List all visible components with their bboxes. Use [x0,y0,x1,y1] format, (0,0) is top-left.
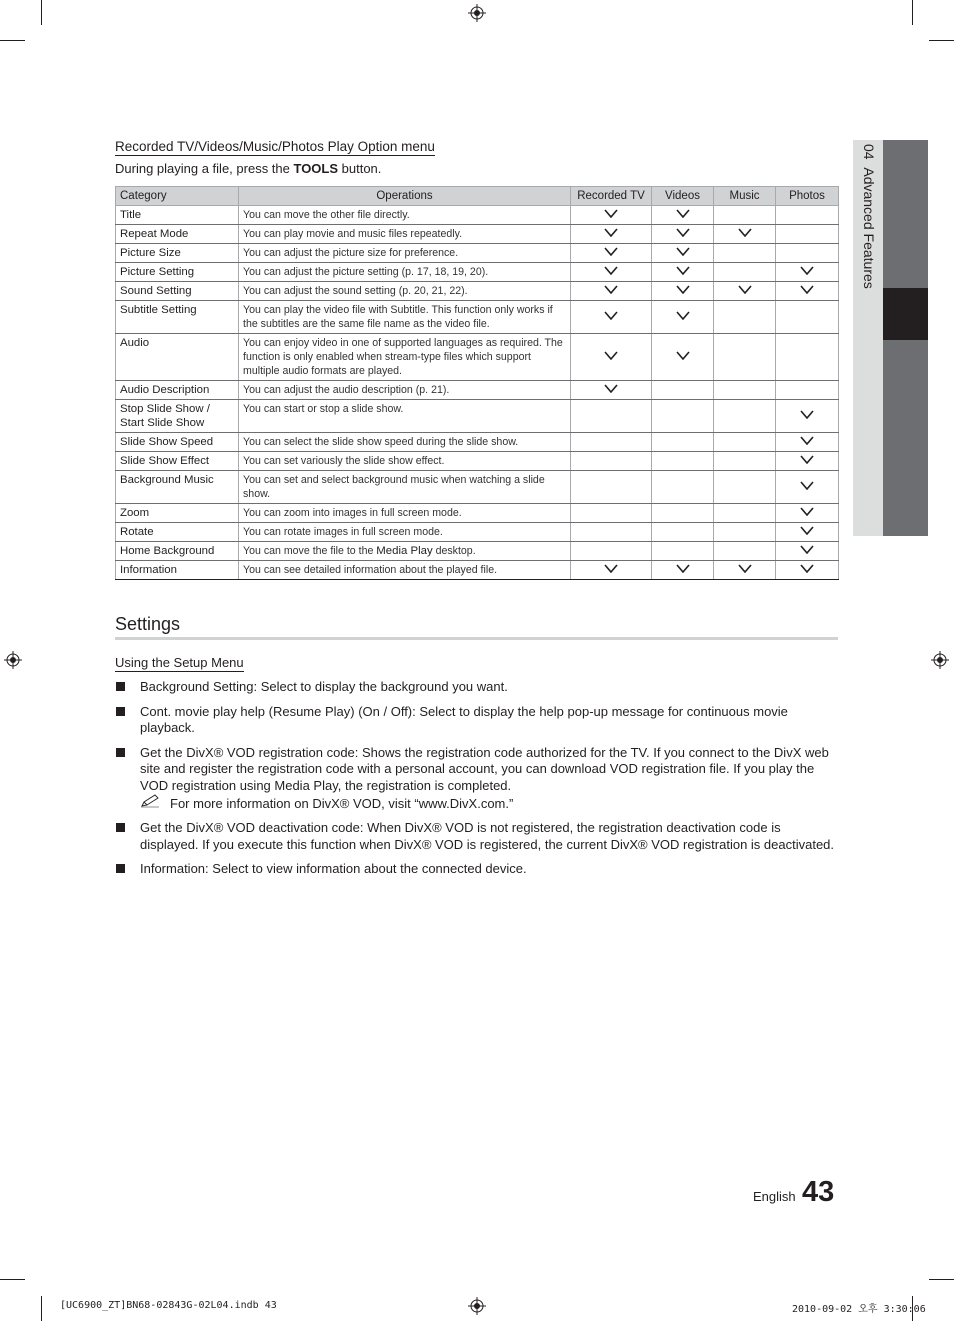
check-icon [676,247,690,256]
cell-recorded-tv [571,263,652,282]
check-icon [676,209,690,218]
table-row [116,282,839,301]
cell-recorded-tv [571,244,652,263]
cell-music [714,301,776,334]
table-row [116,206,839,225]
cell-music [714,400,776,433]
row-operation-description: You can set variously the slide show effect. [239,452,571,471]
cell-recorded-tv [571,433,652,452]
cell-music [714,452,776,471]
cell-videos [652,263,714,282]
header-videos: Videos [652,187,714,206]
crop-mark [41,1296,42,1321]
cell-recorded-tv [571,301,652,334]
check-icon [676,564,690,573]
play-option-table [115,186,839,580]
check-icon [604,285,618,294]
header-recorded-tv: Recorded TV [571,187,652,206]
cell-videos [652,504,714,523]
crop-mark [929,40,954,41]
cell-videos [652,206,714,225]
cell-photos [776,301,839,334]
bullet-square-icon [116,748,125,757]
cell-recorded-tv [571,206,652,225]
cell-music [714,381,776,400]
row-category: Audio Description [116,381,239,400]
row-operation-description: You can zoom into images in full screen mode. [239,504,571,523]
cell-photos [776,504,839,523]
row-category: Title [116,206,239,225]
check-icon [604,351,618,360]
check-icon [676,266,690,275]
table-row [116,452,839,471]
row-operation-description: You can see detailed information about the played file. [239,561,571,580]
cell-recorded-tv [571,225,652,244]
row-operation-description: You can move the other file directly. [239,206,571,225]
check-icon [738,228,752,237]
row-operation-description: You can adjust the sound setting (p. 20, 21, 22). [239,282,571,301]
row-category: Home Background [116,542,239,561]
table-row [116,225,839,244]
note: For more information on DivX® VOD, visit “www.DivX.com.” [115,796,838,812]
row-category: Slide Show Effect [116,452,239,471]
check-icon [800,507,814,516]
cell-videos [652,523,714,542]
cell-recorded-tv [571,452,652,471]
registration-mark-icon [931,651,949,669]
row-category: Stop Slide Show / Start Slide Show [116,400,239,433]
cell-music [714,561,776,580]
cell-recorded-tv [571,400,652,433]
cell-videos [652,400,714,433]
list-item: Background Setting: Select to display the background you want. [115,679,838,696]
cell-photos [776,225,839,244]
check-icon [800,285,814,294]
row-category: Picture Size [116,244,239,263]
table-row [116,263,839,282]
cell-videos [652,282,714,301]
cell-photos [776,400,839,433]
cell-music [714,263,776,282]
list-item: Cont. movie play help (Resume Play) (On / Off): Select to display the help pop-up message for continuous movie playback. [115,704,838,737]
chapter-side-tab [853,140,928,536]
cell-music [714,471,776,504]
header-category: Category [116,187,239,206]
table-row [116,400,839,433]
check-icon [604,564,618,573]
row-category: Background Music [116,471,239,504]
row-operation-description: You can start or stop a slide show. [239,400,571,433]
header-music: Music [714,187,776,206]
row-operation-description: You can enjoy video in one of supported languages as required. The function is only enabled when stream-type files which support multiple audio formats are played. [239,334,571,381]
check-icon [738,564,752,573]
cell-videos [652,334,714,381]
registration-mark-icon [468,4,486,22]
cell-music [714,206,776,225]
cell-music [714,225,776,244]
row-category: Audio [116,334,239,381]
cell-videos [652,381,714,400]
setup-menu-subheading: Using the Setup Menu [115,655,244,670]
cell-recorded-tv [571,504,652,523]
bullet-square-icon [116,707,125,716]
chapter-name: Advanced Features [861,167,877,289]
table-row [116,542,839,561]
check-icon [738,285,752,294]
row-operation-description: You can select the slide show speed during the slide show. [239,433,571,452]
table-row [116,561,839,580]
cell-videos [652,225,714,244]
row-operation-description: You can move the file to the Media Play desktop. [239,542,571,561]
crop-mark [0,1279,25,1280]
cell-videos [652,433,714,452]
crop-mark [929,1279,954,1280]
check-icon [604,266,618,275]
cell-music [714,504,776,523]
cell-photos [776,282,839,301]
row-category: Information [116,561,239,580]
intro-text: During playing a file, press the TOOLS button. [115,161,382,176]
cell-recorded-tv [571,561,652,580]
table-row [116,504,839,523]
check-icon [604,311,618,320]
table-header-row [116,187,839,206]
crop-mark [912,0,913,25]
cell-recorded-tv [571,334,652,381]
check-icon [676,311,690,320]
cell-music [714,244,776,263]
cell-videos [652,542,714,561]
row-operation-description: You can adjust the picture size for preference. [239,244,571,263]
cell-music [714,433,776,452]
table-row [116,301,839,334]
registration-mark-icon [468,1297,486,1315]
check-icon [800,545,814,554]
row-category: Sound Setting [116,282,239,301]
row-operation-description: You can adjust the audio description (p. 21). [239,381,571,400]
check-icon [604,247,618,256]
cell-photos [776,452,839,471]
cell-photos [776,381,839,400]
check-icon [604,384,618,393]
settings-list [115,679,838,886]
cell-recorded-tv [571,542,652,561]
check-icon [676,351,690,360]
cell-music [714,542,776,561]
cell-recorded-tv [571,282,652,301]
cell-videos [652,452,714,471]
registration-mark-icon [4,651,22,669]
cell-photos [776,542,839,561]
table-row [116,433,839,452]
row-category: Slide Show Speed [116,433,239,452]
settings-heading: Settings [115,614,838,640]
check-icon [800,526,814,535]
cell-videos [652,561,714,580]
section-title: Recorded TV/Videos/Music/Photos Play Option menu [115,139,435,154]
side-tab-label [861,144,877,289]
cell-videos [652,244,714,263]
cell-recorded-tv [571,523,652,542]
crop-mark [41,0,42,25]
row-operation-description: You can play the video file with Subtitle. This function only works if the subtitles are the same file name as the video file. [239,301,571,334]
bullet-square-icon [116,682,125,691]
check-icon [676,285,690,294]
bullet-square-icon [116,823,125,832]
table-row [116,471,839,504]
cell-photos [776,523,839,542]
tools-key: TOOLS [293,161,339,176]
page-number: 43 [802,1176,835,1208]
check-icon [800,564,814,573]
check-icon [800,481,814,490]
cell-recorded-tv [571,471,652,504]
check-icon [604,209,618,218]
table-row [116,381,839,400]
cell-videos [652,471,714,504]
header-operations: Operations [239,187,571,206]
cell-photos [776,433,839,452]
row-category: Picture Setting [116,263,239,282]
row-category: Zoom [116,504,239,523]
footer-language: English [753,1189,796,1204]
cell-music [714,334,776,381]
list-item: Get the DivX® VOD deactivation code: When DivX® VOD is not registered, the registration deactivation code is displayed. If you execute this function when DivX® VOD is registered, the current DivX® VOD registration is deactivated. [115,820,838,853]
print-slug-file: [UC6900_ZT]BN68-02843G-02L04.indb 43 [60,1300,277,1311]
check-icon [800,455,814,464]
check-icon [604,228,618,237]
row-category: Rotate [116,523,239,542]
cell-photos [776,206,839,225]
table-row [116,244,839,263]
row-category: Subtitle Setting [116,301,239,334]
side-tab-active-marker [883,288,928,340]
list-item: Get the DivX® VOD registration code: Shows the registration code authorized for the TV. If you connect to the DivX web site and register the registration code with a personal account, you can download VOD registration file. If you play the VOD registration using Media Play, the registration is completed. [115,745,838,795]
row-operation-description: You can set and select background music when watching a slide show. [239,471,571,504]
cell-music [714,523,776,542]
header-photos: Photos [776,187,839,206]
list-item: Information: Select to view information about the connected device. [115,861,838,878]
cell-music [714,282,776,301]
cell-videos [652,301,714,334]
row-operation-description: You can play movie and music files repeatedly. [239,225,571,244]
cell-photos [776,244,839,263]
check-icon [676,228,690,237]
cell-recorded-tv [571,381,652,400]
check-icon [800,266,814,275]
row-operation-description: You can rotate images in full screen mode. [239,523,571,542]
print-slug-date: 2010-09-02 오후 3:30:06 [792,1304,926,1315]
check-icon [800,410,814,419]
table-row [116,523,839,542]
pencil-note-icon [140,794,160,808]
row-operation-description: You can adjust the picture setting (p. 17, 18, 19, 20). [239,263,571,282]
check-icon [800,436,814,445]
cell-photos [776,263,839,282]
cell-photos [776,334,839,381]
crop-mark [0,40,25,41]
row-category: Repeat Mode [116,225,239,244]
bullet-square-icon [116,864,125,873]
cell-photos [776,561,839,580]
cell-photos [776,471,839,504]
table-row [116,334,839,381]
chapter-number: 04 [861,144,877,160]
